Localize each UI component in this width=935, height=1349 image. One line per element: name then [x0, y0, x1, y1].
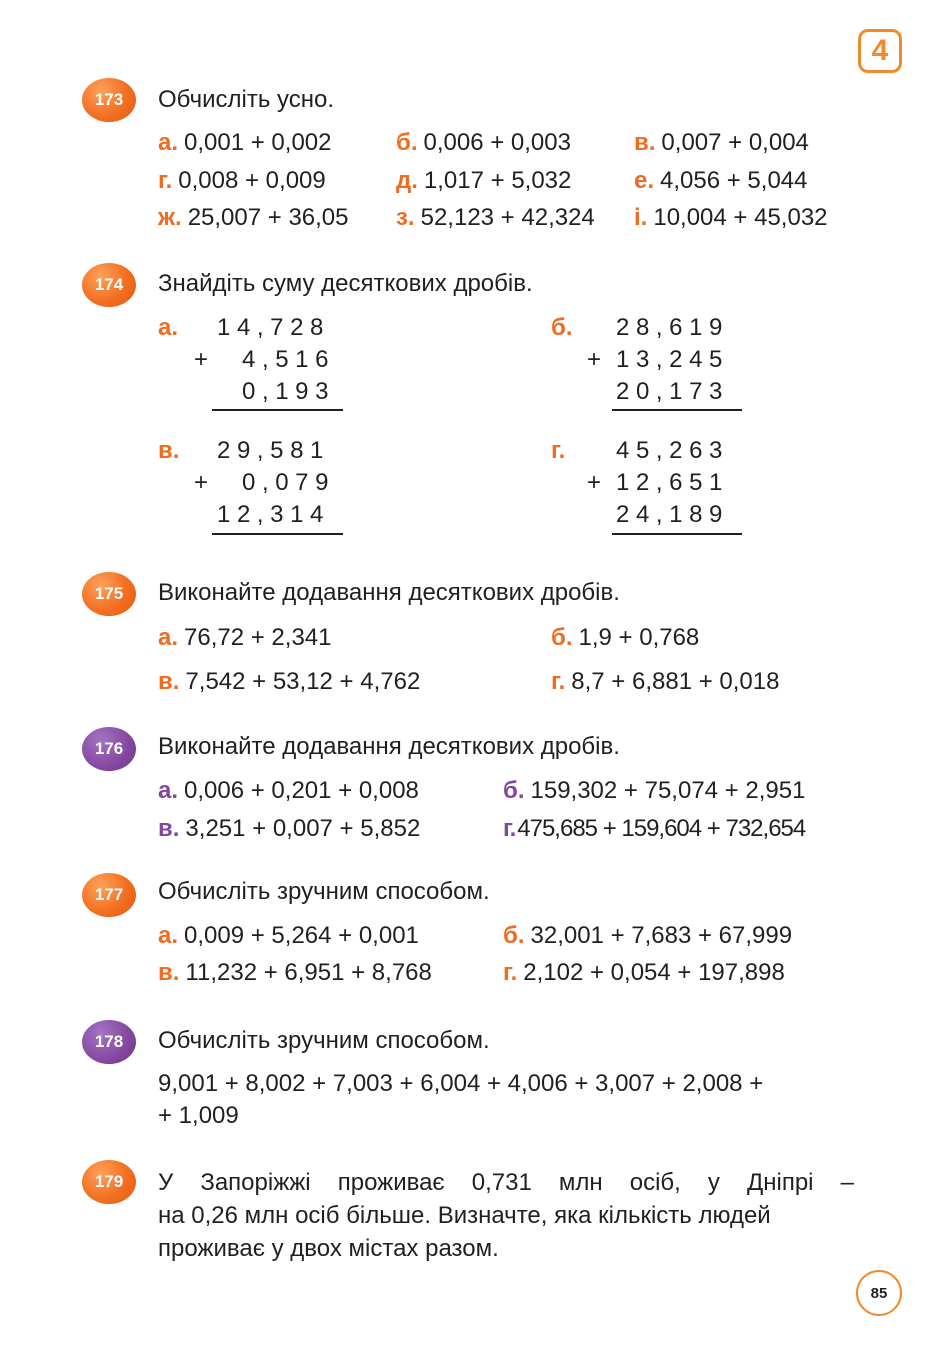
exercise-number-badge: 176: [82, 727, 136, 771]
column-number: 12,314: [217, 501, 331, 528]
column-sum-line: [612, 409, 742, 411]
column-number: 45,263: [616, 437, 730, 464]
chapter-badge: 4: [858, 29, 902, 73]
exercise-title: Обчисліть зручним способом.: [158, 1027, 490, 1054]
word: –: [840, 1169, 854, 1196]
exercise-title: Виконайте додавання десяткових дробів.: [158, 579, 620, 606]
expression-item: а. 0,009 + 5,264 + 0,001: [158, 922, 419, 949]
column-sum-line: [212, 533, 343, 535]
expression-item: з. 52,123 + 42,324: [396, 204, 595, 231]
expression-item: в. 0,007 + 0,004: [634, 129, 809, 156]
exercise-number-badge: 177: [82, 873, 136, 917]
column-number: 12,651: [616, 469, 730, 496]
column-label: г.: [551, 437, 566, 464]
expression-item: б. 1,9 + 0,768: [551, 624, 700, 651]
plus-sign: +: [587, 469, 602, 496]
expression-item: в. 7,542 + 53,12 + 4,762: [158, 668, 421, 695]
expression-item: е. 4,056 + 5,044: [634, 167, 808, 194]
expression-item: д. 1,017 + 5,032: [396, 167, 572, 194]
column-sum-line: [212, 409, 343, 411]
column-label: б.: [551, 314, 573, 341]
expression-item: г. 0,008 + 0,009: [158, 167, 326, 194]
word-problem-line: проживає у двох містах разом.: [158, 1235, 499, 1262]
expression-item: б. 159,302 + 75,074 + 2,951: [503, 777, 806, 804]
exercise-number-badge: 173: [82, 78, 136, 122]
expression-line: + 1,009: [158, 1102, 239, 1129]
plus-sign: +: [194, 469, 209, 496]
column-number: 20,173: [616, 378, 730, 405]
expression-item: в. 11,232 + 6,951 + 8,768: [158, 959, 432, 986]
word-problem-line: [158, 1166, 854, 1199]
word-problem-line: на 0,26 млн осіб більше. Визначте, яка кількість людей: [158, 1202, 771, 1229]
expression-item: а. 0,001 + 0,002: [158, 129, 332, 156]
exercise-number-badge: 175: [82, 572, 136, 616]
expression-item: а. 76,72 + 2,341: [158, 624, 332, 651]
column-sum-line: [612, 533, 742, 535]
exercise-title: Обчисліть зручним способом.: [158, 878, 490, 905]
exercise-title: Знайдіть суму десяткових дробів.: [158, 270, 533, 297]
plus-sign: +: [587, 346, 602, 373]
word: Дніпрі: [747, 1169, 814, 1196]
column-number: 0,079: [242, 469, 336, 496]
expression-line: 9,001 + 8,002 + 7,003 + 6,004 + 4,006 + 3,007 + 2,008 +: [158, 1070, 764, 1097]
column-label: а.: [158, 314, 179, 341]
word: млн: [558, 1169, 603, 1196]
expression-item: г. 8,7 + 6,881 + 0,018: [551, 668, 780, 695]
word: 0,731: [471, 1169, 532, 1196]
word: У: [158, 1169, 174, 1196]
column-number: 28,619: [616, 314, 730, 341]
exercise-number-badge: 178: [82, 1020, 136, 1064]
exercise-title: Виконайте додавання десяткових дробів.: [158, 733, 620, 760]
word: проживає: [337, 1169, 445, 1196]
word: у: [707, 1169, 720, 1196]
expression-item: а. 0,006 + 0,201 + 0,008: [158, 777, 419, 804]
expression-item: б. 0,006 + 0,003: [396, 129, 571, 156]
column-number: 13,245: [616, 346, 730, 373]
expression-item: в. 3,251 + 0,007 + 5,852: [158, 815, 421, 842]
exercise-number-badge: 179: [82, 1160, 136, 1204]
column-number: 4,516: [242, 346, 336, 373]
word: Запоріжжі: [200, 1169, 311, 1196]
column-label: в.: [158, 437, 180, 464]
expression-item: г.475,685 + 159,604 + 732,654: [503, 815, 806, 842]
expression-item: б. 32,001 + 7,683 + 67,999: [503, 922, 793, 949]
exercise-title: Обчисліть усно.: [158, 86, 335, 113]
column-number: 29,581: [217, 437, 331, 464]
plus-sign: +: [194, 346, 209, 373]
expression-item: г. 2,102 + 0,054 + 197,898: [503, 959, 785, 986]
expression-item: і. 10,004 + 45,032: [634, 204, 828, 231]
word: осіб,: [629, 1169, 681, 1196]
column-number: 14,728: [217, 314, 331, 341]
word-problem: [158, 1166, 854, 1265]
page-number: 85: [856, 1270, 902, 1316]
column-number: 0,193: [242, 378, 336, 405]
expression-item: ж. 25,007 + 36,05: [158, 204, 349, 231]
column-number: 24,189: [616, 501, 730, 528]
exercise-number-badge: 174: [82, 263, 136, 307]
